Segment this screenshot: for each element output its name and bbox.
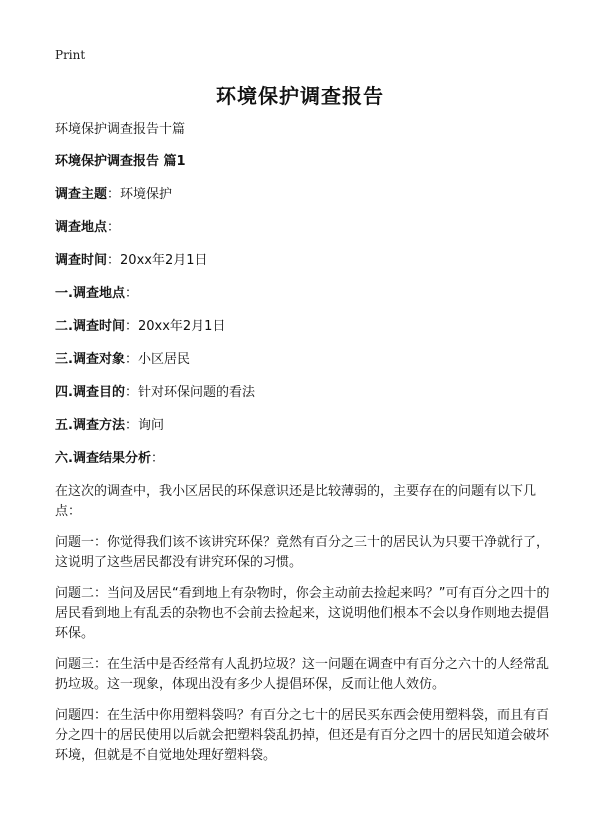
field-separator: ： [124,319,138,334]
field-label: 调查地点 [55,220,108,235]
field-label: 三.调查对象 [55,352,125,367]
paragraph-question-4: 问题四：在生活中你用塑料袋吗？有百分之七十的居民买东西会使用塑料袋，而且有百分之四十的居民使用以后就会把塑料袋乱扔掉，但还是有百分之四十的居民知道会破坏环境，但就是不自觉地处理好塑料袋。 [55,708,550,763]
field-survey-topic [55,185,555,205]
field-separator: ： [107,253,121,268]
paragraph-intro: 在这次的调查中，我小区居民的环保意识还是比较薄弱的，主要存在的问题有以下几点： [55,484,537,519]
field-section-analysis [55,449,555,469]
field-label: 六.调查结果分析 [55,451,151,466]
field-separator: ： [107,220,121,235]
field-section-time [55,317,555,337]
field-survey-time [55,251,555,271]
field-separator: ： [150,451,164,466]
field-label: 调查时间 [55,253,108,268]
field-value: 针对环保问题的看法 [137,385,255,400]
field-separator: ： [107,187,121,202]
field-label: 一.调查地点 [55,286,125,301]
field-value: 20xx年2月1日 [137,319,226,334]
document-body [55,120,555,777]
field-label: 五.调查方法 [55,418,125,433]
field-value: 20xx年2月1日 [120,253,208,268]
field-survey-location [55,218,555,238]
paragraph-question-2: 问题二：当问及居民“看到地上有杂物时，你会主动前去捡起来吗？”可有百分之四十的居民看到地上有乱丢的杂物也不会前去捡起来，这说明他们根本不会以身作则地去提倡环保。 [55,586,550,641]
paragraph-question-3: 问题三：在生活中是否经常有人乱扔垃圾？这一问题在调查中有百分之六十的人经常乱扔垃圾。这一现象，体现出没有多少人提倡环保，反而让他人效仿。 [55,657,550,692]
document-subtitle: 环境保护调查报告十篇 [55,122,186,137]
field-label: 四.调查目的 [55,385,125,400]
field-section-purpose [55,383,555,403]
field-section-method [55,416,555,436]
field-label: 二.调查时间 [55,319,125,334]
field-separator: ： [124,418,138,433]
field-separator: ： [124,352,138,367]
field-section-subject [55,350,555,370]
section-heading: 环境保护调查报告 篇1 [55,154,186,169]
field-separator: ： [124,385,138,400]
field-label: 调查主题 [55,187,108,202]
field-value: 小区居民 [137,352,190,367]
field-section-location [55,284,555,304]
field-value: 环境保护 [120,187,173,202]
field-value: 询问 [137,418,164,433]
paragraph-question-1: 问题一：你觉得我们该不该讲究环保？竟然有百分之三十的居民认为只要干净就行了，这说明了这些居民都没有讲究环保的习惯。 [55,535,550,570]
field-separator: ： [124,286,138,301]
page-title: 环境保护调查报告 [216,84,384,108]
print-link[interactable]: Print [55,48,86,62]
